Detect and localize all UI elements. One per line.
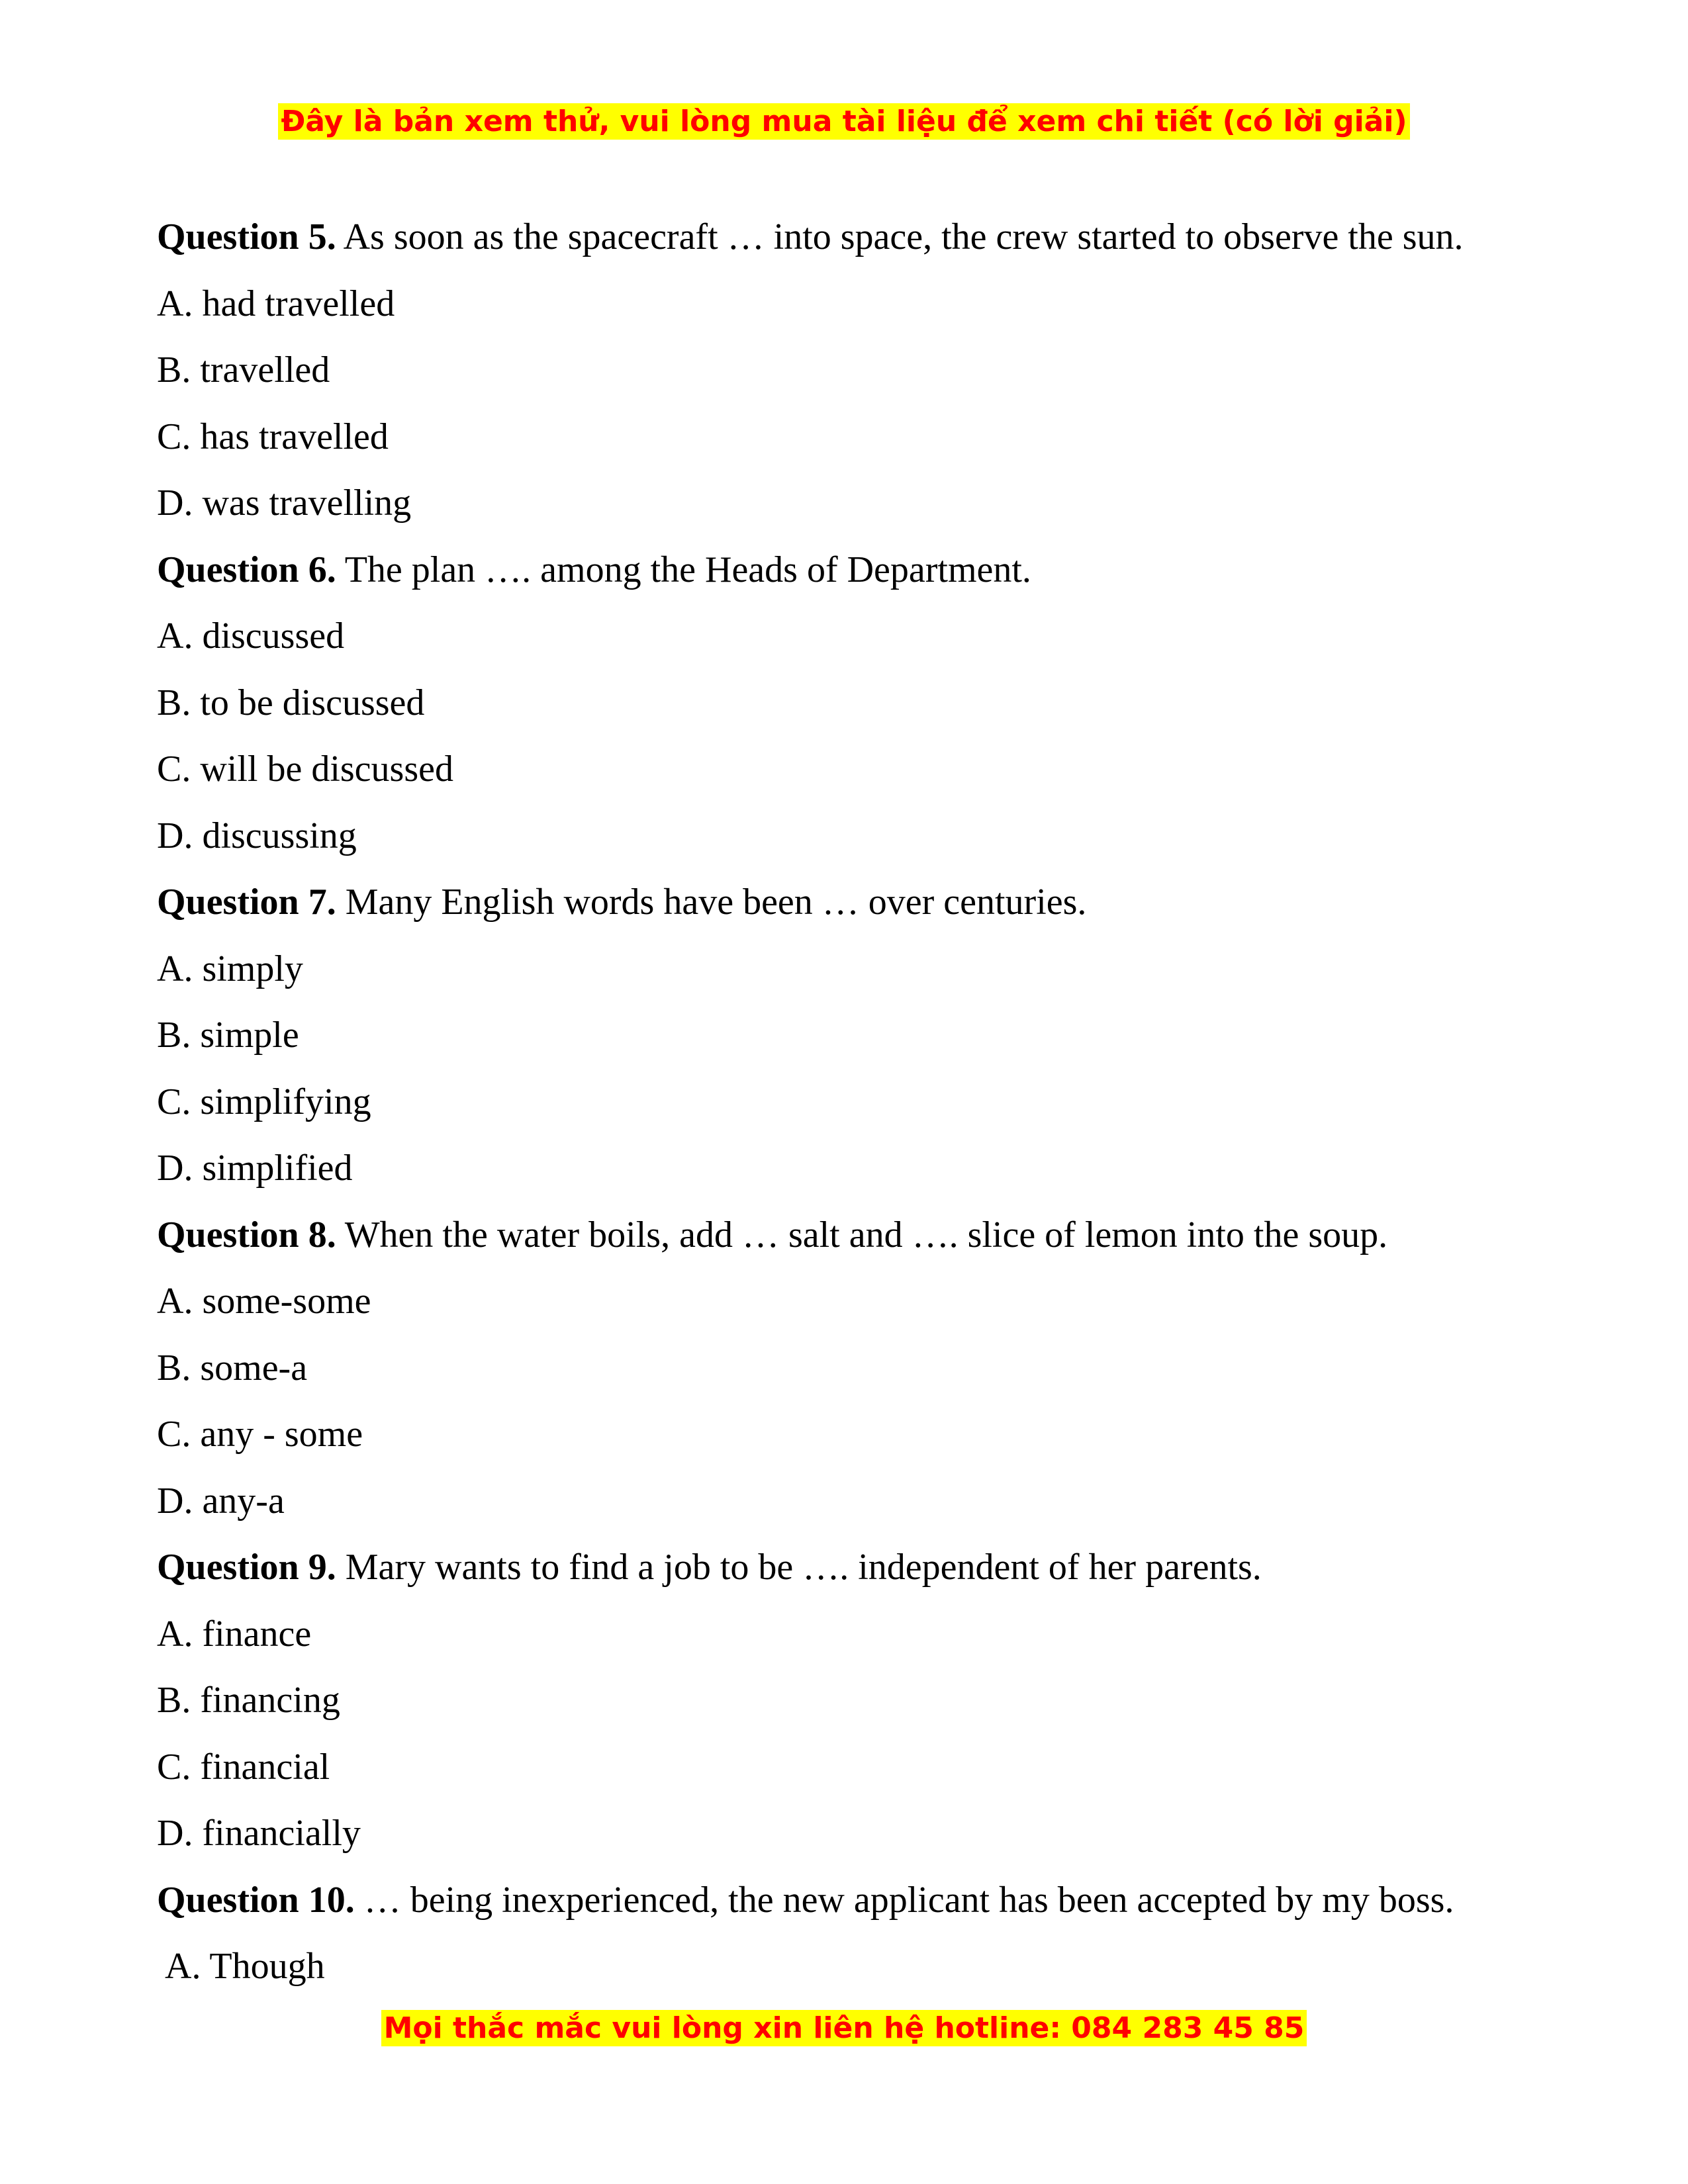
option-5b: B. travelled [157,349,330,390]
option-6d: D. discussing [157,815,357,856]
option-5c: C. has travelled [157,416,389,457]
option-7d: D. simplified [157,1148,353,1189]
option-8c: C. any - some [157,1414,363,1455]
option-5d: D. was travelling [157,482,412,523]
question-label: Question 9. [157,1547,336,1588]
question-text: The plan …. among the Heads of Department. [336,549,1031,590]
option-6b: B. to be discussed [157,682,425,723]
question-label: Question 10. [157,1879,355,1921]
option-7c: C. simplifying [157,1081,371,1122]
hotline-notice-banner [0,2009,1688,2048]
option-7b: B. simple [157,1015,299,1056]
option-9b: B. financing [157,1680,340,1721]
question-8 [157,1211,1547,1278]
option-9c: C. financial [157,1746,330,1788]
option-8b: B. some-a [157,1347,308,1388]
preview-notice-text: Đây là bản xem thử, vui lòng mua tài liệu để xem chi tiết (có lời giải) [278,103,1409,140]
option-5a: A. had travelled [157,283,395,324]
question-text: When the water boils, add … salt and …. slice of lemon into the soup. [336,1214,1388,1255]
option-8a: A. some-some [157,1281,371,1322]
question-label: Question 8. [157,1214,336,1255]
question-5 [157,213,1547,280]
question-text: … being inexperienced, the new applicant has been accepted by my boss. [354,1879,1454,1921]
option-9a: A. finance [157,1613,312,1655]
option-10a: A. Though [165,1946,325,1987]
question-list [157,213,1547,2009]
question-label: Question 6. [157,549,336,590]
preview-notice-banner [0,102,1688,142]
question-text: Many English words have been … over centuries. [336,882,1087,923]
hotline-notice-text: Mọi thắc mắc vui lòng xin liên hệ hotline: 084 283 45 85 [381,2010,1307,2046]
option-6c: C. will be discussed [157,749,453,790]
question-9 [157,1543,1547,1610]
question-7 [157,878,1547,945]
question-label: Question 5. [157,216,336,257]
option-6a: A. discussed [157,615,345,657]
question-6 [157,546,1547,613]
option-7a: A. simply [157,948,303,989]
option-9d: D. financially [157,1813,361,1854]
question-text: Mary wants to find a job to be …. independent of her parents. [336,1547,1262,1588]
question-text: As soon as the spacecraft … into space, the crew started to observe the sun. [336,216,1464,257]
question-10 [157,1876,1547,1943]
option-8d: D. any-a [157,1480,285,1522]
question-label: Question 7. [157,882,336,923]
